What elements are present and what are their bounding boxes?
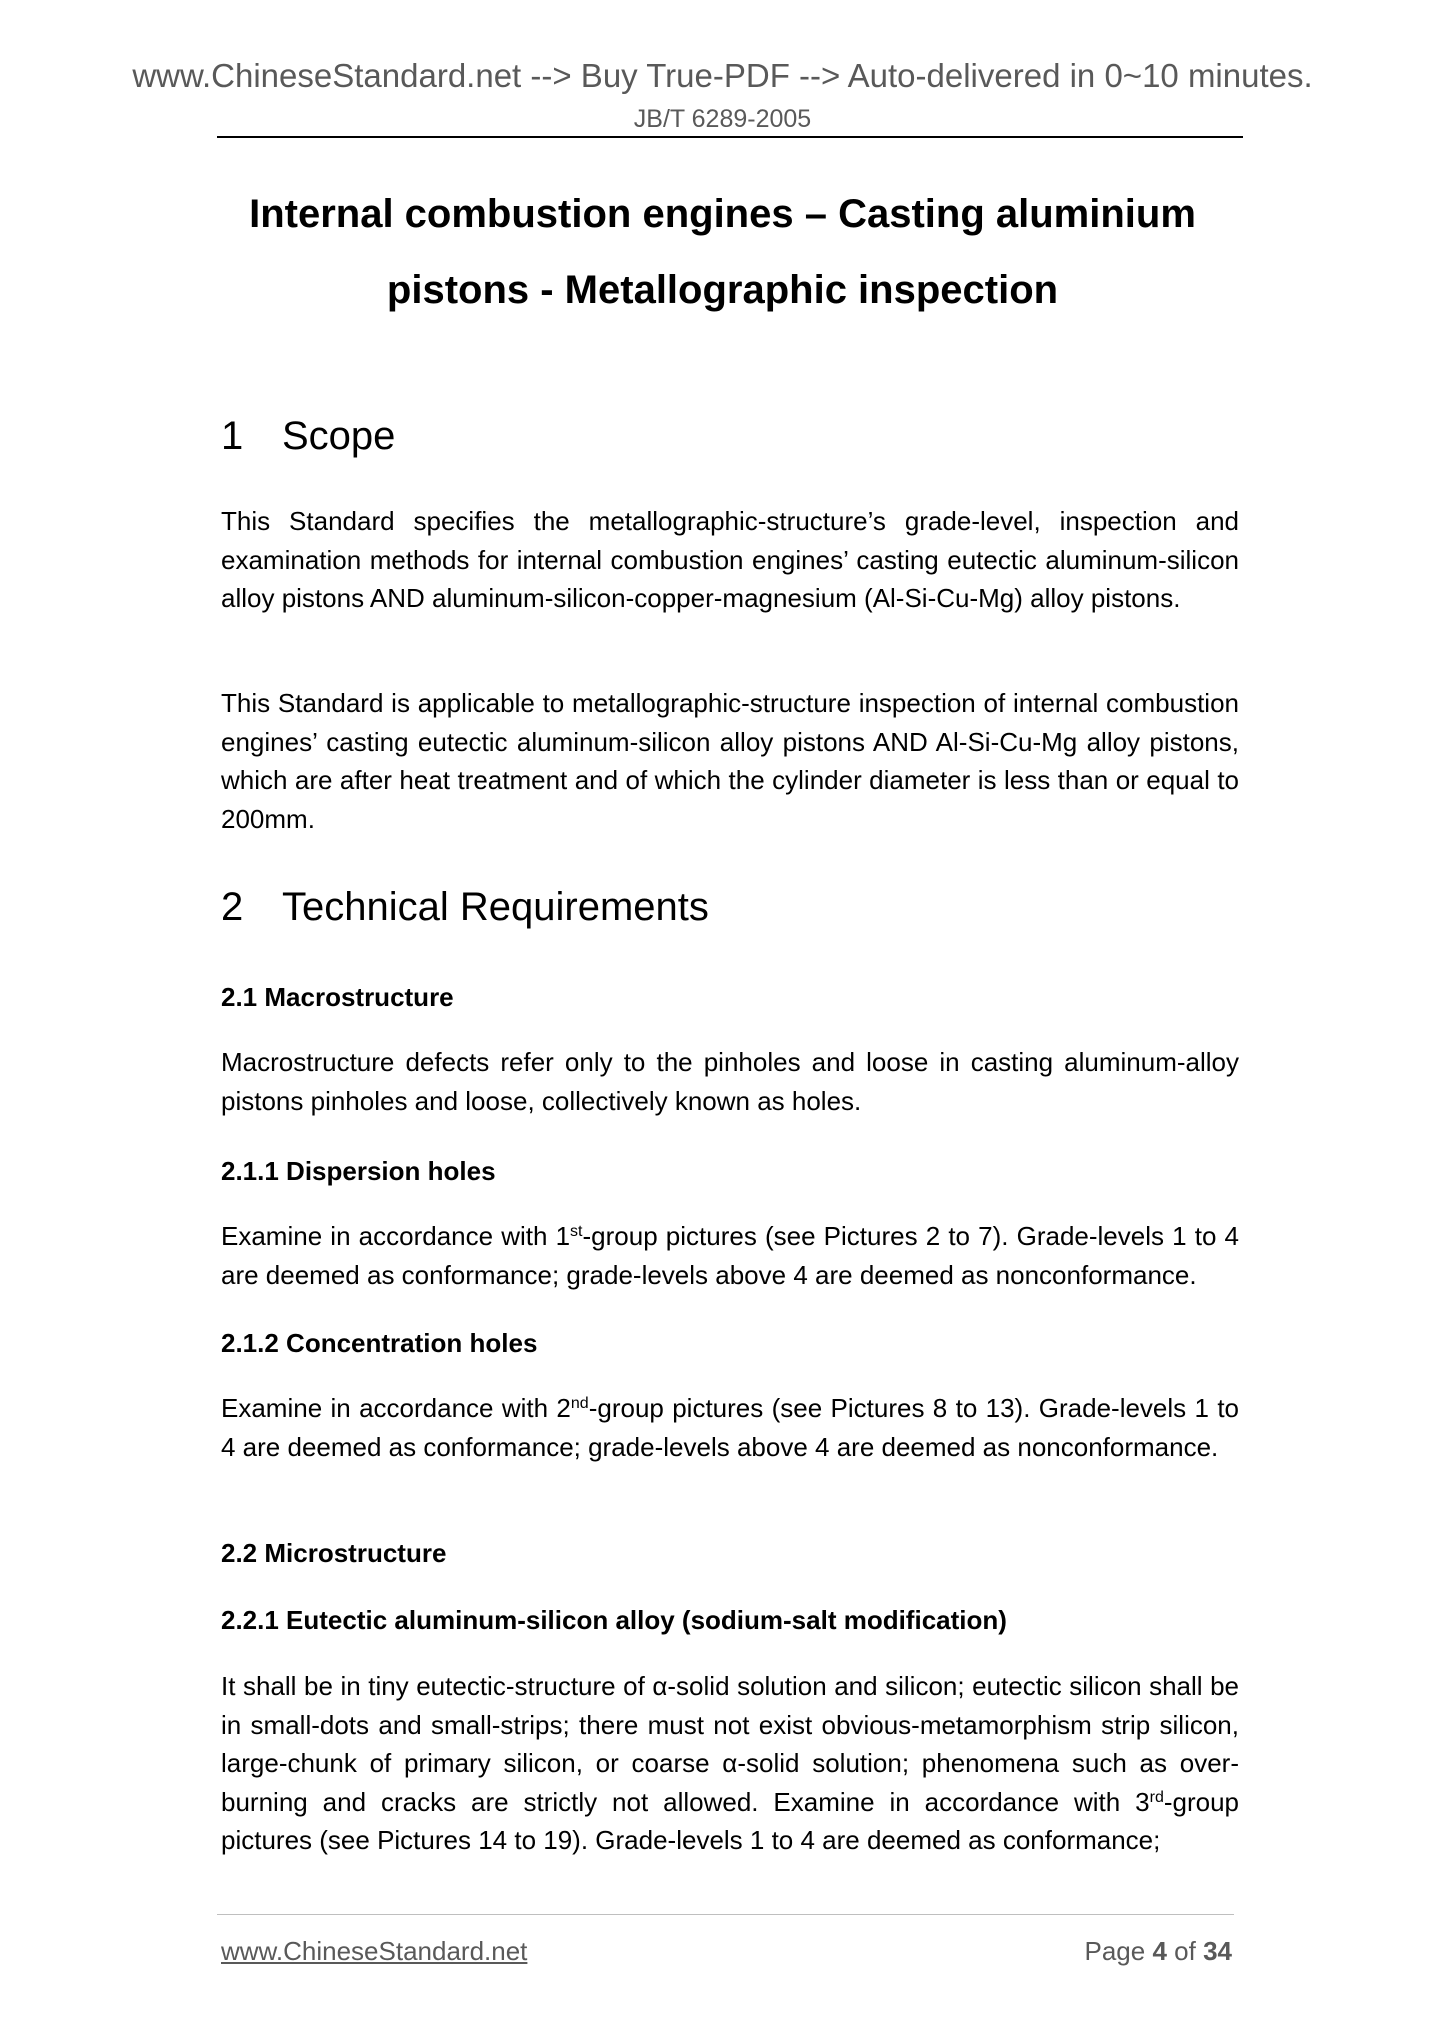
page-indicator: Page 4 of 34	[1084, 1936, 1232, 1966]
subsection-dispersion-heading: 2.1.1 Dispersion holes	[221, 1156, 496, 1186]
macrostructure-paragraph: Macrostructure defects refer only to the pinholes and loose in casting aluminum-alloy pistons pinholes and loose, collectively known as holes.	[221, 1047, 1239, 1116]
section-number: 2	[221, 885, 244, 929]
subsection-macrostructure-heading: 2.1 Macrostructure	[221, 982, 454, 1012]
section-number: 1	[221, 414, 244, 458]
concentration-paragraph: Examine in accordance with 2nd-group pictures (see Pictures 8 to 13). Grade-levels 1 to 4 are deemed as conformance; grade-levels above 4 are deemed as nonconformance.	[221, 1393, 1240, 1462]
section-scope-heading	[221, 412, 395, 460]
header-banner[interactable]: www.ChineseStandard.net --> Buy True-PDF --> Auto-delivered in 0~10 minutes.	[132, 57, 1313, 94]
page-number: 4	[1152, 1936, 1167, 1966]
subsection-microstructure-heading: 2.2 Microstructure	[221, 1538, 447, 1568]
subsection-concentration-heading: 2.1.2 Concentration holes	[221, 1328, 538, 1358]
subsection-eutectic-heading: 2.2.1 Eutectic aluminum-silicon alloy (sodium-salt modification)	[221, 1605, 1007, 1635]
dispersion-paragraph: Examine in accordance with 1st-group pictures (see Pictures 2 to 7). Grade-levels 1 to 4 are deemed as conformance; grade-levels above 4 are deemed as nonconformance.	[221, 1221, 1239, 1290]
scope-paragraph-2: This Standard is applicable to metallographic-structure inspection of internal combustion engines’ casting eutectic aluminum-silicon alloy pistons AND Al-Si-Cu-Mg alloy pistons, which are after heat treatment and of which the cylinder diameter is less than or equal to 200mm.	[221, 688, 1239, 834]
header-divider	[217, 136, 1243, 138]
section-technical-heading	[221, 883, 709, 931]
section-title: Scope	[282, 414, 396, 458]
document-title-line1: Internal combustion engines – Casting aluminium	[249, 192, 1196, 236]
section-title: Technical Requirements	[282, 885, 709, 929]
page-total: 34	[1203, 1936, 1232, 1966]
footer-website-link[interactable]: www.ChineseStandard.net	[221, 1936, 528, 1966]
footer-divider	[217, 1914, 1234, 1915]
document-title-line2: pistons - Metallographic inspection	[386, 268, 1059, 312]
eutectic-paragraph: It shall be in tiny eutectic-structure of α-solid solution and silicon; eutectic silicon shall be in small-dots and small-strips; there must not exist obvious-metamorphism strip silicon, large-chunk of primary silicon, or coarse α-solid solution; phenomena such as over-burning and cracks are strictly not allowed. Examine in accordance with 3rd-group pictures (see Pictures 14 to 19). Grade-levels 1 to 4 are deemed as conformance;	[221, 1671, 1239, 1855]
doc-code: JB/T 6289-2005	[633, 105, 812, 133]
scope-paragraph-1: This Standard specifies the metallographic-structure’s grade-level, inspection and examination methods for internal combustion engines’ casting eutectic aluminum-silicon alloy pistons AND aluminum-silicon-copper-magnesium (Al-Si-Cu-Mg) alloy pistons.	[221, 506, 1239, 613]
